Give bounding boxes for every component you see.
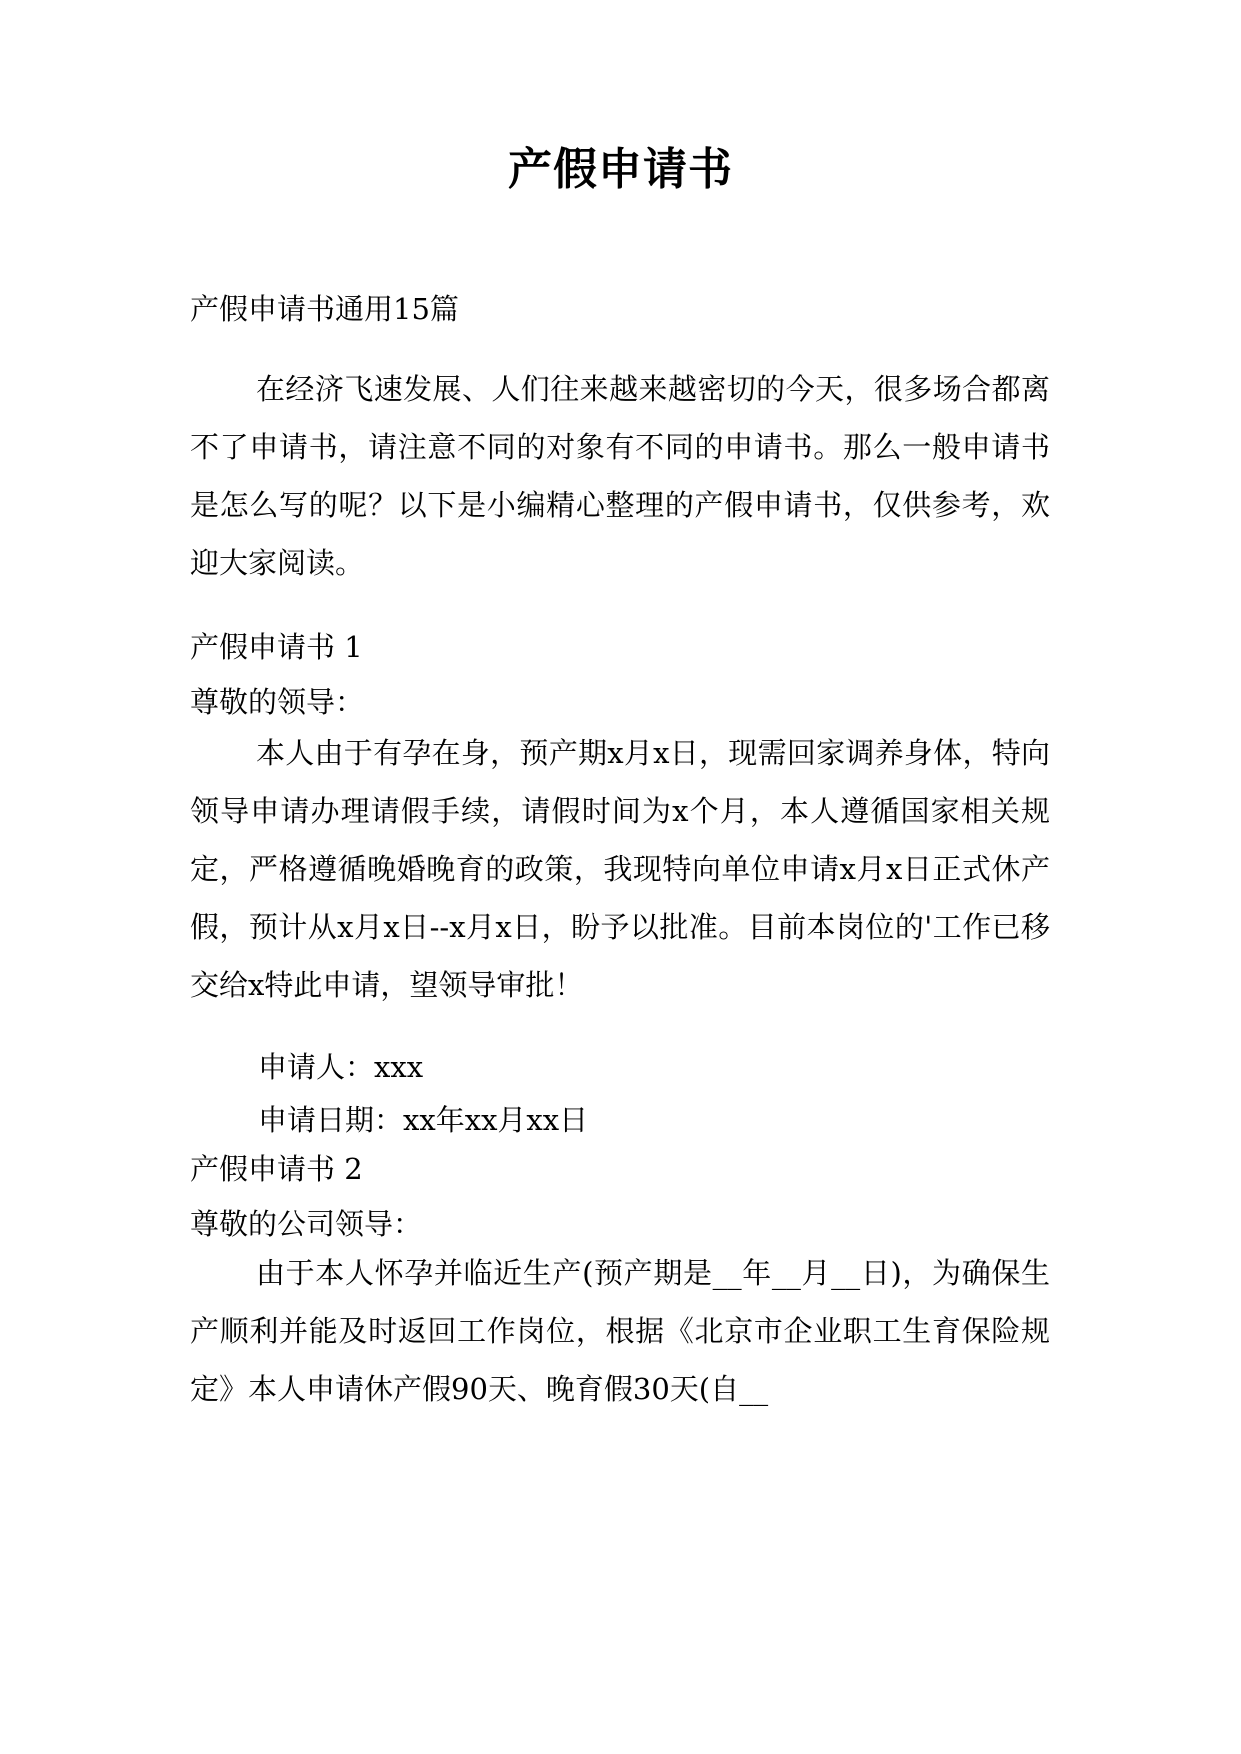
intro-paragraph: 在经济飞速发展、人们往来越来越密切的今天，很多场合都离不了申请书，请注意不同的对象有不同的申请书。那么一般申请书是怎么写的呢？以下是小编精心整理的产假申请书，仅供参考，欢迎大家阅读。 (190, 372, 1050, 580)
section1-heading: 产假申请书 1 (190, 630, 363, 664)
section1-applicant: 申请人：xxx (258, 1050, 424, 1084)
section1-body: 本人由于有孕在身，预产期x月x日，现需回家调养身体，特向领导申请办理请假手续，请假时间为x个月，本人遵循国家相关规定，严格遵循晚婚晚育的政策，我现特向单位申请x月x日正式休产假，预计从x月x日--x月x日，盼予以批准。目前本岗位的'工作已移交给x特此申请，望领导审批！ (190, 736, 1050, 1002)
section1-date: 申请日期：xx年xx月xx日 (258, 1103, 589, 1137)
section2-body: 由于本人怀孕并临近生产(预产期是__年__月__日)，为确保生产顺利并能及时返回工作岗位，根据《北京市企业职工生育保险规定》本人申请休产假90天、晚育假30天(自__ (190, 1256, 1050, 1406)
section2-heading: 产假申请书 2 (190, 1152, 363, 1186)
section2-salutation: 尊敬的公司领导： (190, 1207, 423, 1241)
section1-salutation: 尊敬的领导： (190, 685, 365, 719)
document-title: 产假申请书 (508, 144, 733, 195)
document-subtitle: 产假申请书通用15篇 (190, 292, 459, 326)
